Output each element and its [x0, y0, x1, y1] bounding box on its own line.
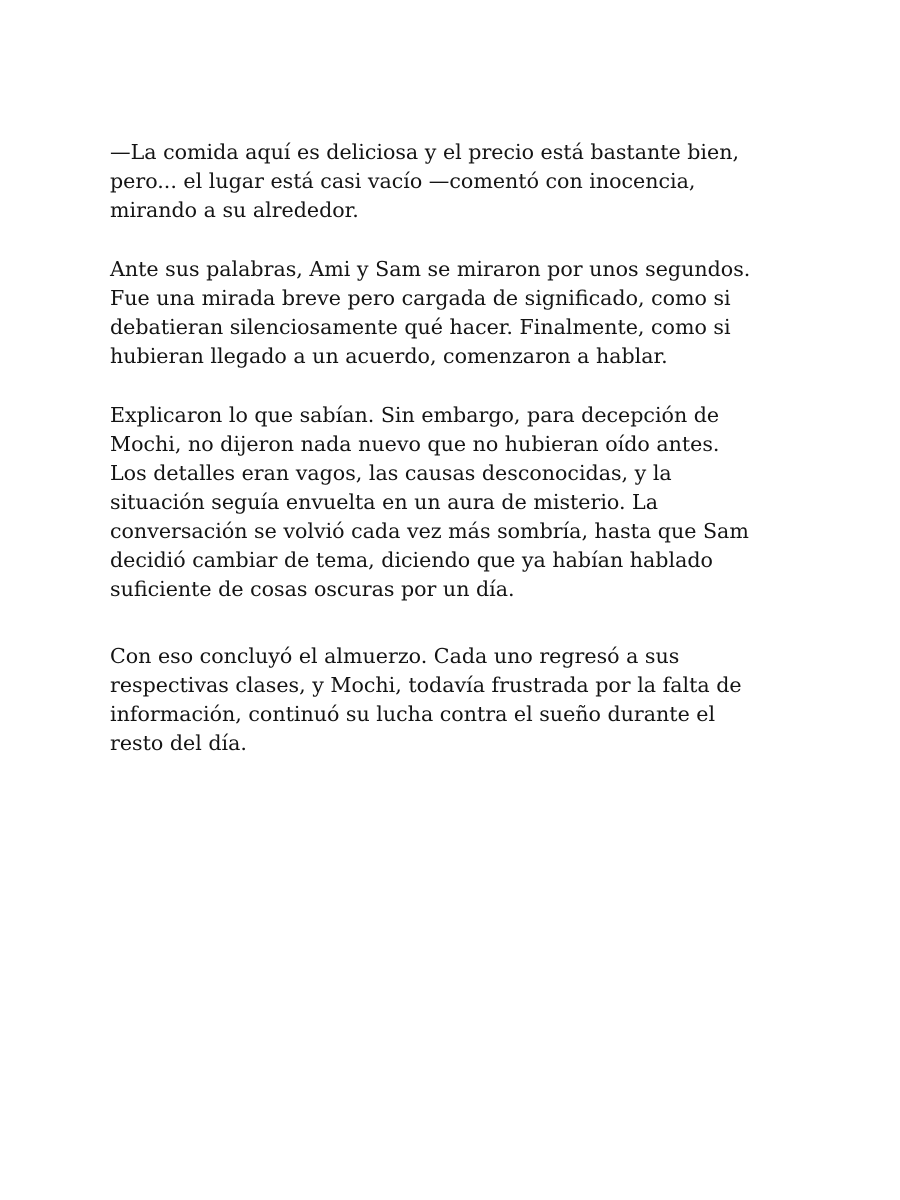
text-line: suficiente de cosas oscuras por un día. — [110, 577, 515, 601]
text-line: debatieran silenciosamente qué hacer. Finalmente, como si — [110, 315, 731, 339]
text-line: resto del día. — [110, 731, 247, 755]
paragraph-4 — [110, 642, 800, 758]
text-line: hubieran llegado a un acuerdo, comenzaron a hablar. — [110, 344, 668, 368]
text-line: situación seguía envuelta en un aura de misterio. La — [110, 490, 658, 514]
text-line: Explicaron lo que sabían. Sin embargo, para decepción de — [110, 403, 720, 427]
text-line: Mochi, no dijeron nada nuevo que no hubieran oído antes. — [110, 432, 720, 456]
text-line: Con eso concluyó el almuerzo. Cada uno regresó a sus — [110, 644, 680, 668]
text-line: Fue una mirada breve pero cargada de significado, como si — [110, 286, 731, 310]
document-body — [110, 138, 800, 758]
text-line: Los detalles eran vagos, las causas desconocidas, y la — [110, 461, 672, 485]
text-line: información, continuó su lucha contra el sueño durante el — [110, 702, 716, 726]
text-line: decidió cambiar de tema, diciendo que ya habían hablado — [110, 548, 713, 572]
paragraph-1 — [110, 138, 800, 225]
text-line: respectivas clases, y Mochi, todavía frustrada por la falta de — [110, 673, 742, 697]
text-line: pero... el lugar está casi vacío —comentó con inocencia, — [110, 169, 696, 193]
text-line: Ante sus palabras, Ami y Sam se miraron por unos segundos. — [110, 257, 751, 281]
text-line: —La comida aquí es deliciosa y el precio está bastante bien, — [110, 140, 740, 164]
text-line: conversación se volvió cada vez más sombría, hasta que Sam — [110, 519, 749, 543]
paragraph-2 — [110, 255, 800, 371]
paragraph-3 — [110, 401, 800, 604]
text-line: mirando a su alrededor. — [110, 198, 359, 222]
